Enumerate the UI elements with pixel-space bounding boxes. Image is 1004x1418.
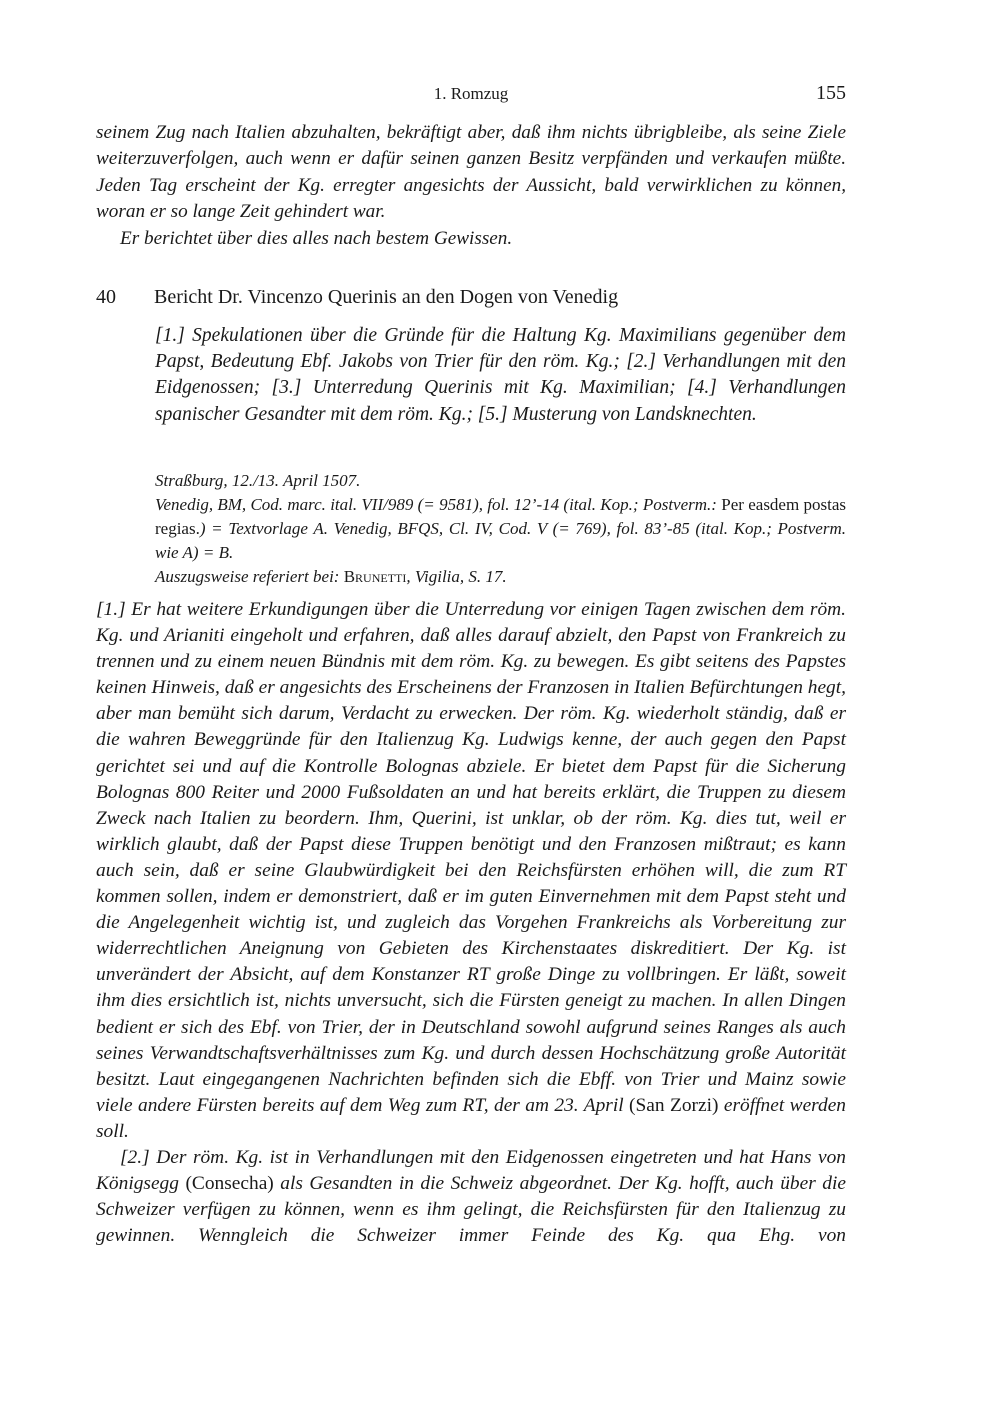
continuation-paragraph: seinem Zug nach Italien abzuhalten, bekräftigt aber, daß ihm nichts übrigbleibe, als seine Ziele weiterzuverfolgen, auch wenn er dafür seinen ganzen Besitz verpfänden und verkaufen müßte. Jeden Tag erscheint der Kg. erregter angesichts der Aussicht, bald verwirklichen zu können, woran er so lange Zeit gehindert war.: [96, 122, 846, 223]
source-note: [155, 493, 846, 565]
p2-text-a: [2.] Der röm. Kg. ist in Verhandlungen mit den Eidgenossen eingetreten und hat Hans von Königsegg: [96, 1146, 846, 1195]
source-a-quote: Per easdem postas regias.: [155, 495, 846, 538]
body-paragraph-1: [96, 597, 846, 1145]
p1-quote: (San Zorzi): [629, 1094, 719, 1116]
body-paragraph-2: [96, 1145, 846, 1249]
continuation-closing: Er berichtet über dies alles nach bestem Gewissen.: [120, 227, 513, 249]
reference-note: [155, 565, 846, 589]
document-regest: [1.] Spekulationen über die Gründe für die Haltung Kg. Maximilians gegenüber dem Papst, Bedeutung Ebf. Jakobs von Trier für den röm. Kg.; [2.] Verhandlungen mit den Eidgenossen; [3.] Unterredung Querinis mit Kg. Maximilian; [4.] Verhandlungen spanischer Gesandter mit dem röm. Kg.; [5.] Musterung von Landsknechten.: [155, 325, 846, 425]
source-a-part1: Venedig, BM, Cod. marc. ital. VII/989 (= 9581), fol. 12’-14 (ital. Kop.; Postverm.:: [155, 495, 722, 514]
document-title: Bericht Dr. Vincenzo Querinis an den Dogen von Venedig: [154, 286, 619, 308]
document-metadata: [155, 469, 846, 589]
running-head: [96, 82, 846, 108]
p2-quote: (Consecha): [185, 1173, 274, 1195]
continuation-text: [96, 120, 846, 252]
place-date: Straßburg, 12./13. April 1507.: [155, 471, 361, 490]
source-a-part2: ) = Textvorlage A. Venedig, BFQS, Cl. IV, Cod. V (= 769), fol. 83’-85 (ital. Kop.; Postverm. wie A) = B.: [155, 519, 846, 562]
reference-rest: , Vigilia, S. 17.: [406, 567, 507, 586]
page-number: 155: [816, 82, 846, 104]
reference-author: Brunetti: [343, 567, 407, 586]
document-body: [96, 597, 846, 1249]
reference-prefix: Auszugsweise referiert bei:: [155, 567, 344, 586]
document-number: 40: [96, 286, 116, 308]
p2-text-b: als Gesandten in die Schweiz abgeordnet. Der Kg. hofft, auch über die Schweizer verfügen zu können, wenn es ihm gelingt, die Reichsfürsten für den Italienzug zu gewinnen. Wenngleich die Schweizer immer Feinde des Kg. qua Ehg. von: [96, 1173, 846, 1247]
p1-text-b: eröffnet werden soll.: [96, 1094, 847, 1142]
running-title: 1. Romzug: [433, 84, 509, 103]
p1-text-a: [1.] Er hat weitere Erkundigungen über die Unterredung vor einigen Tagen zwischen dem röm. Kg. und Arianiti eingeholt und erfahren, daß alles darauf abzielt, den Papst von Frankreich zu trennen und zu einem neuen Bündnis mit dem röm. Kg. zu bewegen. Es gibt seitens des Papstes keinen Hinweis, daß er angesichts des Erscheinens der Franzosen in Italien Befürchtungen hegt, aber man bemüht sich darum, Verdacht zu erwecken. Der röm. Kg. wiederholt ständig, daß er die wahren Beweggründe für den Italienzug Kg. Ludwigs kenne, der auch gegen den Papst gerichtet sei und auf die Kontrolle Bolognas abziele. Er bietet dem Papst für die Sicherung Bolognas 800 Reiter und 2000 Fußsoldaten an und hat bereits erklärt, die Truppen zu diesem Zweck nach Italien zu beordern. Ihm, Querini, ist unklar, ob der röm. Kg. dies tut, weil er wirklich glaubt, daß der Papst diese Truppen benötigt und den Franzosen mißtraut; es kann auch sein, daß er seine Glaubwürdigkeit bei den Reichsfürsten erhöhen will, die zum RT kommen sollen, indem er demonstriert, daß er im guten Einvernehmen mit dem Papst steht und die Angelegenheit wichtig ist, und zugleich das Vorgehen Frankreichs als Vorbereitung zur widerrechtlichen Aneignung von Gebieten des Kirchenstaates diskreditiert. Der Kg. ist unverändert der Absicht, auf dem Konstanzer RT große Dinge zu vollbringen. Er läßt, soweit ihm dies ersichtlich ist, nichts unversucht, sich die Fürsten geneigt zu machen. In allen Dingen bedient er sich des Ebf. von Trier, der in Deutschland sowohl aufgrund seines Ranges als auch seines Verwandtschaftsverhältnisses zum Kg. und durch dessen Hochschätzung große Autorität besitzt. Laut eingegangenen Nachrichten befinden sich die Ebff. von Trier und Mainz sowie viele andere Fürsten bereits auf dem Weg zum RT, der am 23. April: [96, 599, 846, 1116]
